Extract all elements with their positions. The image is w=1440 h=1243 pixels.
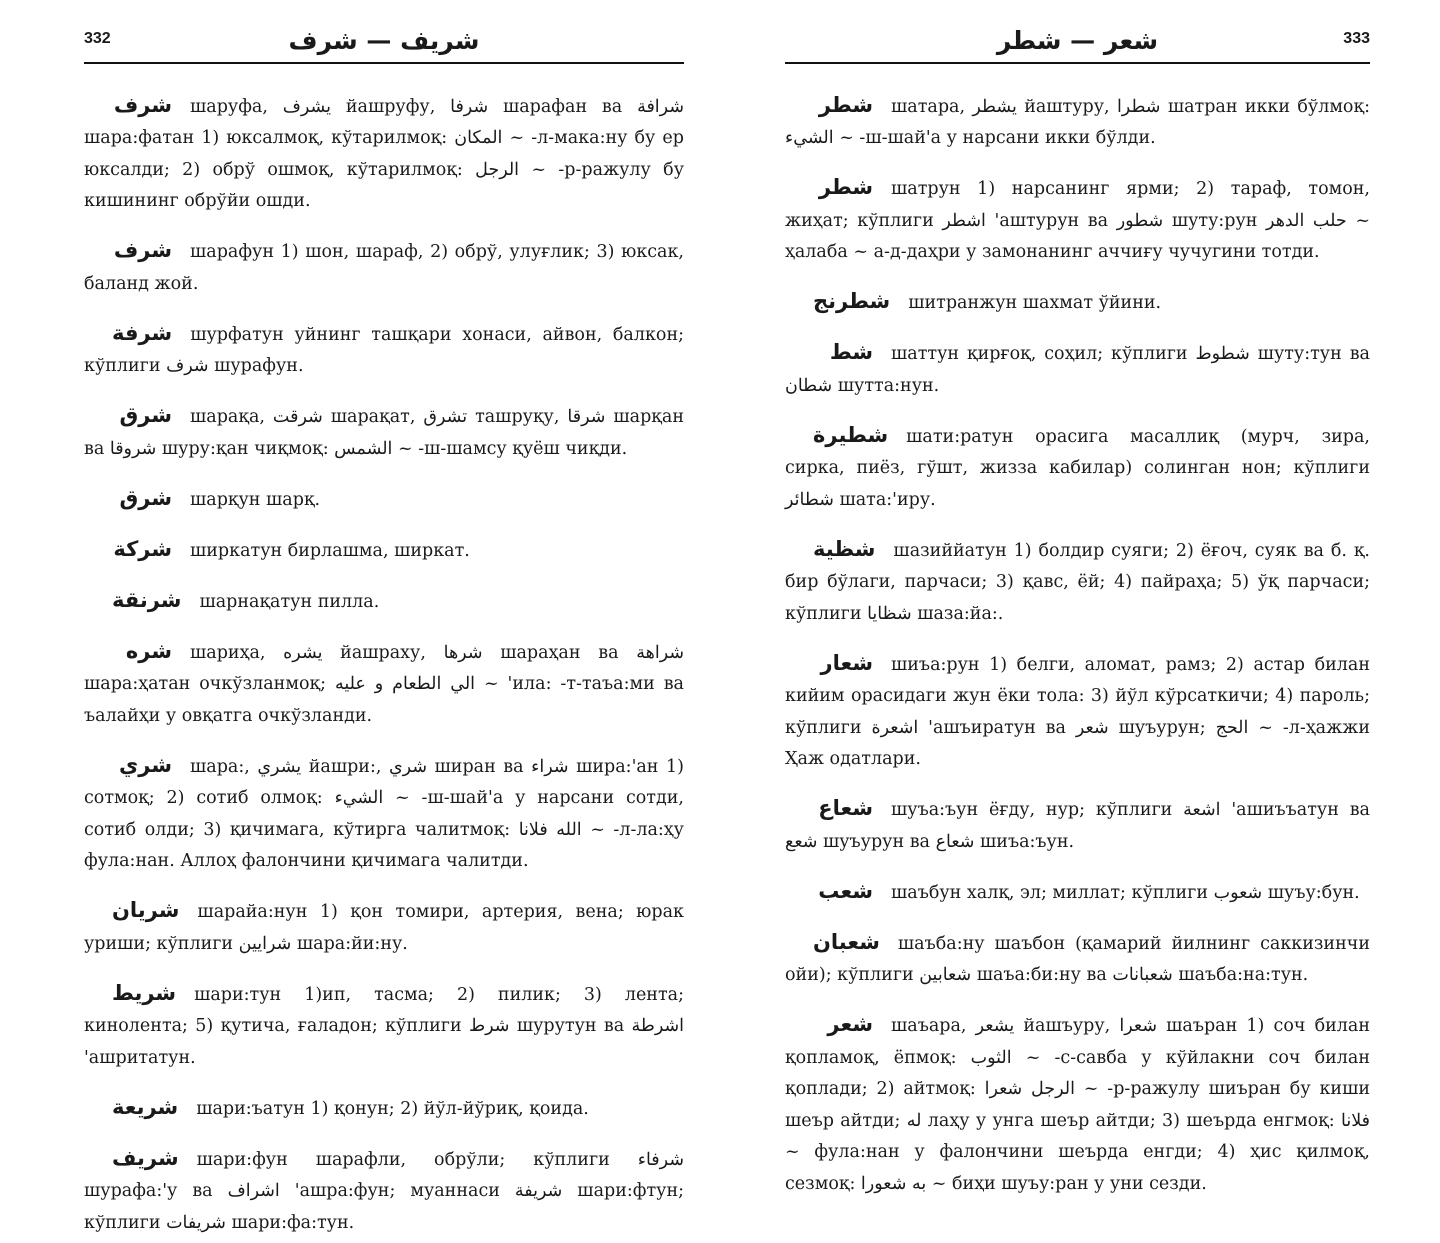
entry-headword: شرف (113, 238, 172, 262)
entry-definition: шарқун шарқ. (190, 489, 321, 510)
dictionary-entry (84, 400, 684, 465)
entry-definition: шарнақатун пилла. (199, 591, 380, 612)
entry-headword: شعاع (818, 796, 873, 820)
dictionary-entry (84, 750, 684, 878)
dictionary-entry (84, 978, 684, 1075)
entry-definition: шатрун 1) нарсанинг ярми; 2) тараф, томон, жиҳат; кўплиги اشطر 'аштурун ва شطور шуту:рун حلب الدهر ~ ҳалаба ~ а-д-даҳри у замонанинг аччиғу чучугини тотди. (785, 179, 1370, 262)
entry-headword: شرف (113, 92, 172, 117)
entry-headword: شريط (112, 980, 177, 1005)
entry-headword: شرق (119, 403, 172, 427)
entry-headword: شعار (820, 650, 873, 675)
entry-headword: شرفة (112, 320, 173, 345)
dictionary-entry (84, 636, 684, 733)
entry-headword: شطر (818, 92, 873, 117)
entry-definition: шуъа:ъун ёғду, нур; кўплиги اشعة 'ашиъъатун ва شعع шуъурун ва شعاع шиъа:ъун. (785, 800, 1370, 852)
dictionary-entry (785, 1009, 1370, 1200)
dictionary-entry (84, 90, 684, 218)
entry-headword: شط (829, 340, 873, 364)
dictionary-entry (785, 420, 1370, 517)
entry-headword: شعب (818, 878, 873, 903)
entry-definition: шаруфа, يشرف йашруфу, شرفا шарафан ва شرافة шара:фатан 1) юксалмоқ, кўтарилмоқ: المكان ~ -л-мака:ну бу ер юксалди; 2) обрў ошмоқ, кўтарилмоқ: الرجل ~ -р-ражулу бу кишининг обрўйи ошди. (84, 96, 684, 211)
entry-definition: шари:тун 1)ип, тасма; 2) пилик; 3) лента; кинолента; 5) қутича, ғаладон; кўплиги شرط шурутун ва اشرطة 'ашритатун. (84, 984, 685, 1068)
entry-headword: شظية (813, 536, 876, 561)
entry-headword: شطر (818, 175, 873, 199)
left-page (84, 0, 685, 1233)
entry-headword: شطيرة (813, 422, 889, 447)
entry-definition: шара:, يشري йашри:, شري ширан ва شراء шира:'ан 1) сотмоқ; 2) сотиб олмоқ: الشيء ~ -ш-шай'а у нарсани сотди, сотиб олди; 3) қичимага, кўтирга чалитмоқ: الله فلانا ~ -л-ла:ҳу фула:нан. Аллоҳ фалончини қичимага чалитди. (84, 756, 684, 871)
header-rule (84, 62, 684, 64)
entry-definition: шиъа:рун 1) белги, аломат, рамз; 2) астар билан кийим орасидаги жун ёки тола: 3) йўл кўрсаткичи; 4) пароль; кўплиги اشعرة 'ашъиратун ва شعر шуъурун; الحج ~ -л-ҳажжи Ҳаж одатлари. (785, 654, 1370, 769)
running-head: شريف — شرف (288, 26, 480, 55)
entry-definition: шари:фун шарафли, обрўли; кўплиги شرفاء шурафа:'у ва اشراف 'ашра:фун; муаннаси شريفة шари:фтун; кўплиги شريفات шари:фа:тун. (84, 1149, 685, 1233)
entry-definition: шати:ратун орасига масаллиқ (мурч, зира, сирка, пиёз, гўшт, жизза кабилар) солинган нон; кўплиги شطائر шата:'иру. (785, 426, 1370, 510)
dictionary-entry (785, 172, 1370, 269)
entry-definition: шарафун 1) шон, шараф, 2) обрў, улуғлик; 3) юксак, баланд жой. (84, 242, 684, 294)
entry-headword: شعر (827, 1012, 873, 1036)
dictionary-entry (84, 895, 684, 960)
entry-definition: шарақа, شرقت шарақат, تشرق ташруқу, شرقا шарқан ва شروقا шуру:қан чиқмоқ: الشمس ~ -ш-шамсу қуёш чиқди. (84, 407, 685, 459)
entry-headword: شعبان (813, 929, 880, 954)
entry-headword: شري (119, 752, 172, 777)
entry-definition: шариҳа, يشره йашраху, شرها шараҳан ва شراهة шара:ҳатан очкўзланмоқ; الي الطعام و عليه ~ 'ила: -т-таъа:ми ва ъалайҳи у овқатга очкўзланди. (84, 642, 685, 726)
dictionary-entry (785, 876, 1370, 910)
entry-definition: шитранжун шахмат ўйини. (908, 293, 1162, 313)
right-page (785, 0, 1371, 1194)
page-body (785, 72, 1370, 1204)
dictionary-entry (84, 318, 684, 383)
entry-headword: شريان (112, 898, 180, 922)
entry-definition: шарайа:нун 1) қон томири, артерия, вена; юрак уриши; кўплиги شرايين шара:йи:ну. (84, 902, 684, 954)
dictionary-entry (84, 585, 684, 619)
header-rule (785, 62, 1370, 64)
dictionary-entry (785, 648, 1370, 776)
entry-headword: شطرنج (813, 289, 891, 313)
entry-headword: شريعة (112, 1094, 179, 1119)
page-header (785, 26, 1370, 58)
dictionary-entry (84, 534, 684, 568)
page-number: 332 (84, 30, 111, 47)
entry-definition: шаттун қирғоқ, соҳил; кўплиги شطوط шуту:тун ва شطان шутта:нун. (785, 344, 1370, 396)
entry-definition: ширкатун бирлашма, ширкат. (190, 540, 470, 561)
dictionary-entry (84, 1143, 684, 1240)
entry-definition: шаъба:ну шаъбон (қамарий йилнинг саккизинчи ойи); кўплиги شعابين шаъа:би:ну ва شعبانات шаъба:на:тун. (785, 933, 1370, 985)
page-number: 333 (1343, 30, 1370, 47)
entry-definition: шаъара, يشعر йашъуру, شعرا шаъран 1) соч билан қопламоқ, ёпмоқ: الثوب ~ -с-савба у кўйлакни соч билан қоплади; 2) айтмоқ: الرجل شعرا ~ -р-ражулу шиъран бу киши шеър айтди; له лаҳу у унга шеър айтди; 3) шеърда енгмоқ: فلانا ~ фула:нан у фалончини шеърда енгди; 4) ҳис қилмоқ, сезмоқ: به شعورا ~ биҳи шуъу:ран у уни сезди. (785, 1016, 1371, 1194)
page-body (84, 72, 684, 1243)
entry-definition: шари:ъатун 1) қонун; 2) йўл-йўриқ, қоида. (196, 1098, 589, 1119)
entry-headword: شريف (112, 1145, 179, 1170)
entry-definition: шатара, يشطر йаштуру, شطرا шатран икки бўлмоқ: الشيء ~ -ш-шай'а у нарсани икки бўлди. (785, 96, 1370, 148)
entry-definition: шурфатун уйнинг ташқари хонаси, айвон, балкон; кўплиги شرف шурафун. (84, 324, 684, 376)
dictionary-entry (785, 534, 1370, 631)
entry-definition: шазиййатун 1) болдир суяги; 2) ёғоч, суяк ва б. қ. бир бўлаги, парчаси; 3) қавс, ёй; 4) пайраҳа; 5) ўқ парчаси; кўплиги شظايا шаза:йа:. (785, 540, 1370, 624)
running-head: شعر — شطر (996, 26, 1159, 55)
entry-headword: شره (125, 638, 172, 663)
dictionary-entry (785, 90, 1370, 155)
dictionary-entry (785, 927, 1370, 992)
entry-headword: شرنقة (112, 587, 182, 612)
entry-definition: шаъбун халқ, эл; миллат; кўплиги شعوب шуъу:бун. (891, 882, 1360, 903)
entry-headword: شرق (119, 485, 172, 510)
entry-headword: شركة (113, 536, 172, 561)
dictionary-entry (84, 483, 684, 517)
page-header (84, 26, 684, 58)
dictionary-entry (84, 235, 684, 300)
dictionary-entry (785, 337, 1370, 402)
dictionary-entry (785, 286, 1370, 320)
dictionary-entry (785, 793, 1370, 858)
dictionary-entry (84, 1092, 684, 1126)
